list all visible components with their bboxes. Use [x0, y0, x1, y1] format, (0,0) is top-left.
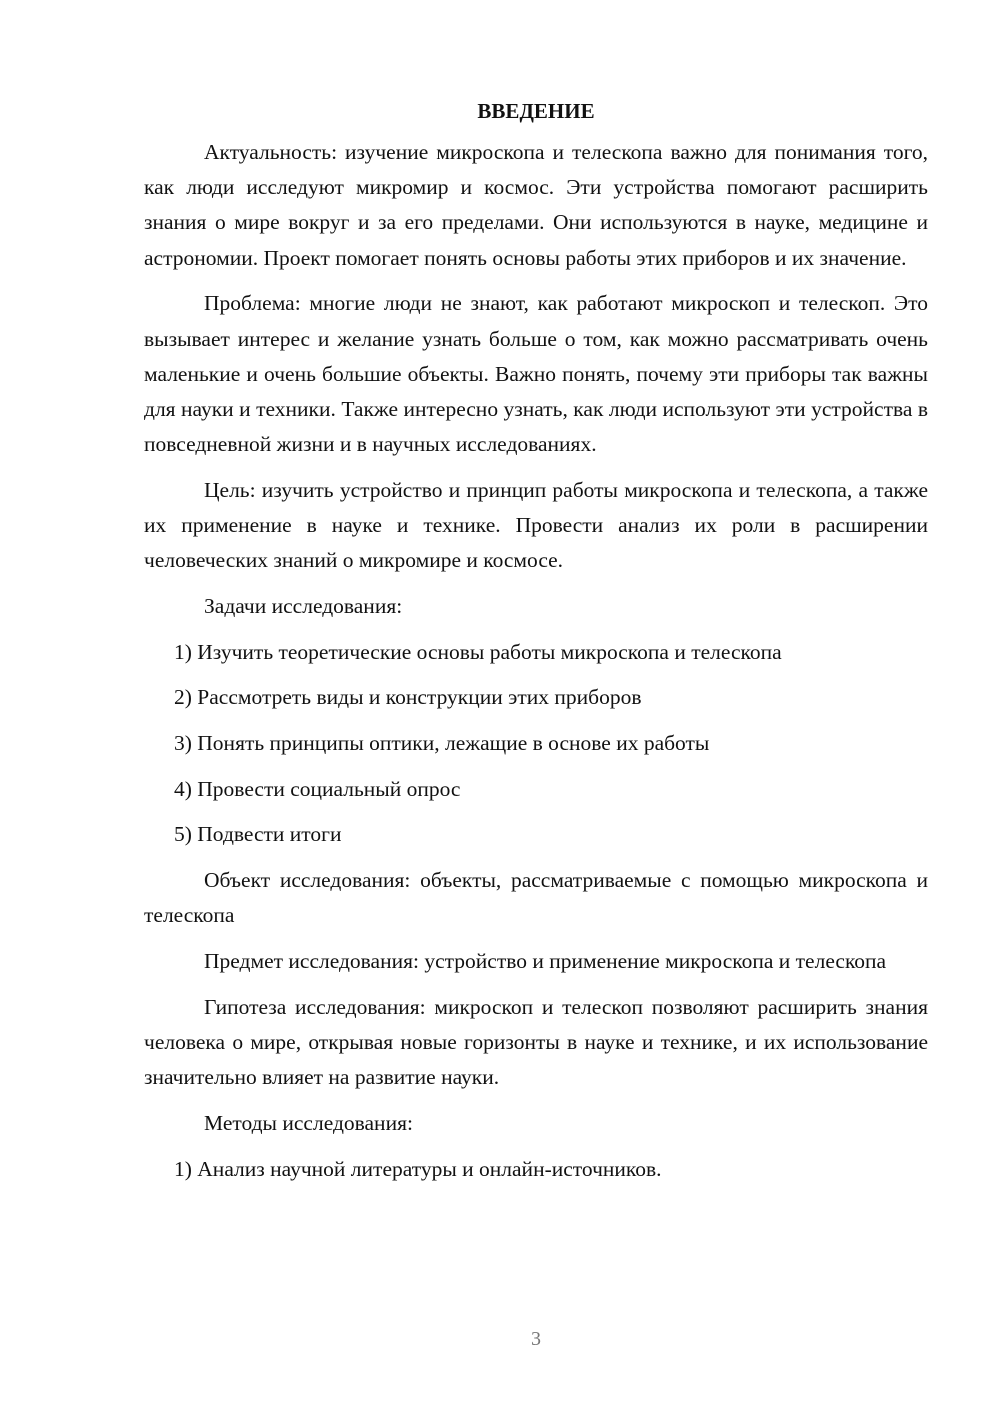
- subject-paragraph: Предмет исследования: устройство и применение микроскопа и телескопа: [204, 949, 887, 974]
- section-title: ВВЕДЕНИЕ: [477, 99, 595, 123]
- methods-heading: Методы исследования:: [204, 1110, 413, 1135]
- tasks-list: [144, 635, 928, 853]
- document-page: [144, 94, 928, 1197]
- problem-paragraph: Проблема: многие люди не знают, как работают микроскоп и телескоп. Это вызывает интерес и желание узнать больше о том, как можно рассматривать очень маленькие и очень большие объекты. Важно понять, почему эти приборы так важны для науки и техники. Также интересно узнать, как люди используют эти устройства в повседневной жизни и в научных исследованиях.: [144, 291, 928, 457]
- goal-paragraph: Цель: изучить устройство и принцип работы микроскопа и телескопа, а также их применение в науке и технике. Провести анализ их роли в расширении человеческих знаний о микромире и космосе.: [144, 477, 928, 573]
- list-item: 1) Анализ научной литературы и онлайн-источников.: [174, 1156, 662, 1181]
- list-item: 3) Понять принципы оптики, лежащие в основе их работы: [174, 731, 710, 756]
- list-item: 1) Изучить теоретические основы работы микроскопа и телескопа: [174, 639, 782, 664]
- methods-list: [144, 1152, 928, 1187]
- list-item: 4) Провести социальный опрос: [174, 776, 461, 801]
- object-paragraph: Объект исследования: объекты, рассматриваемые с помощью микроскопа и телескопа: [144, 868, 928, 928]
- tasks-heading: Задачи исследования:: [204, 593, 403, 618]
- list-item: 2) Рассмотреть виды и конструкции этих приборов: [174, 685, 642, 710]
- relevance-paragraph: Актуальность: изучение микроскопа и телескопа важно для понимания того, как люди исследуют микромир и космос. Эти устройства помогают расширить знания о мире вокруг и за его пределами. Они используются в науке, медицине и астрономии. Проект помогает понять основы работы этих приборов и их значение.: [144, 140, 928, 270]
- list-item: 5) Подвести итоги: [174, 822, 342, 847]
- page-number: 3: [531, 1328, 541, 1350]
- hypothesis-paragraph: Гипотеза исследования: микроскоп и телескоп позволяют расширить знания человека о мире, открывая новые горизонты в науке и технике, и их использование значительно влияет на развитие науки.: [144, 994, 928, 1090]
